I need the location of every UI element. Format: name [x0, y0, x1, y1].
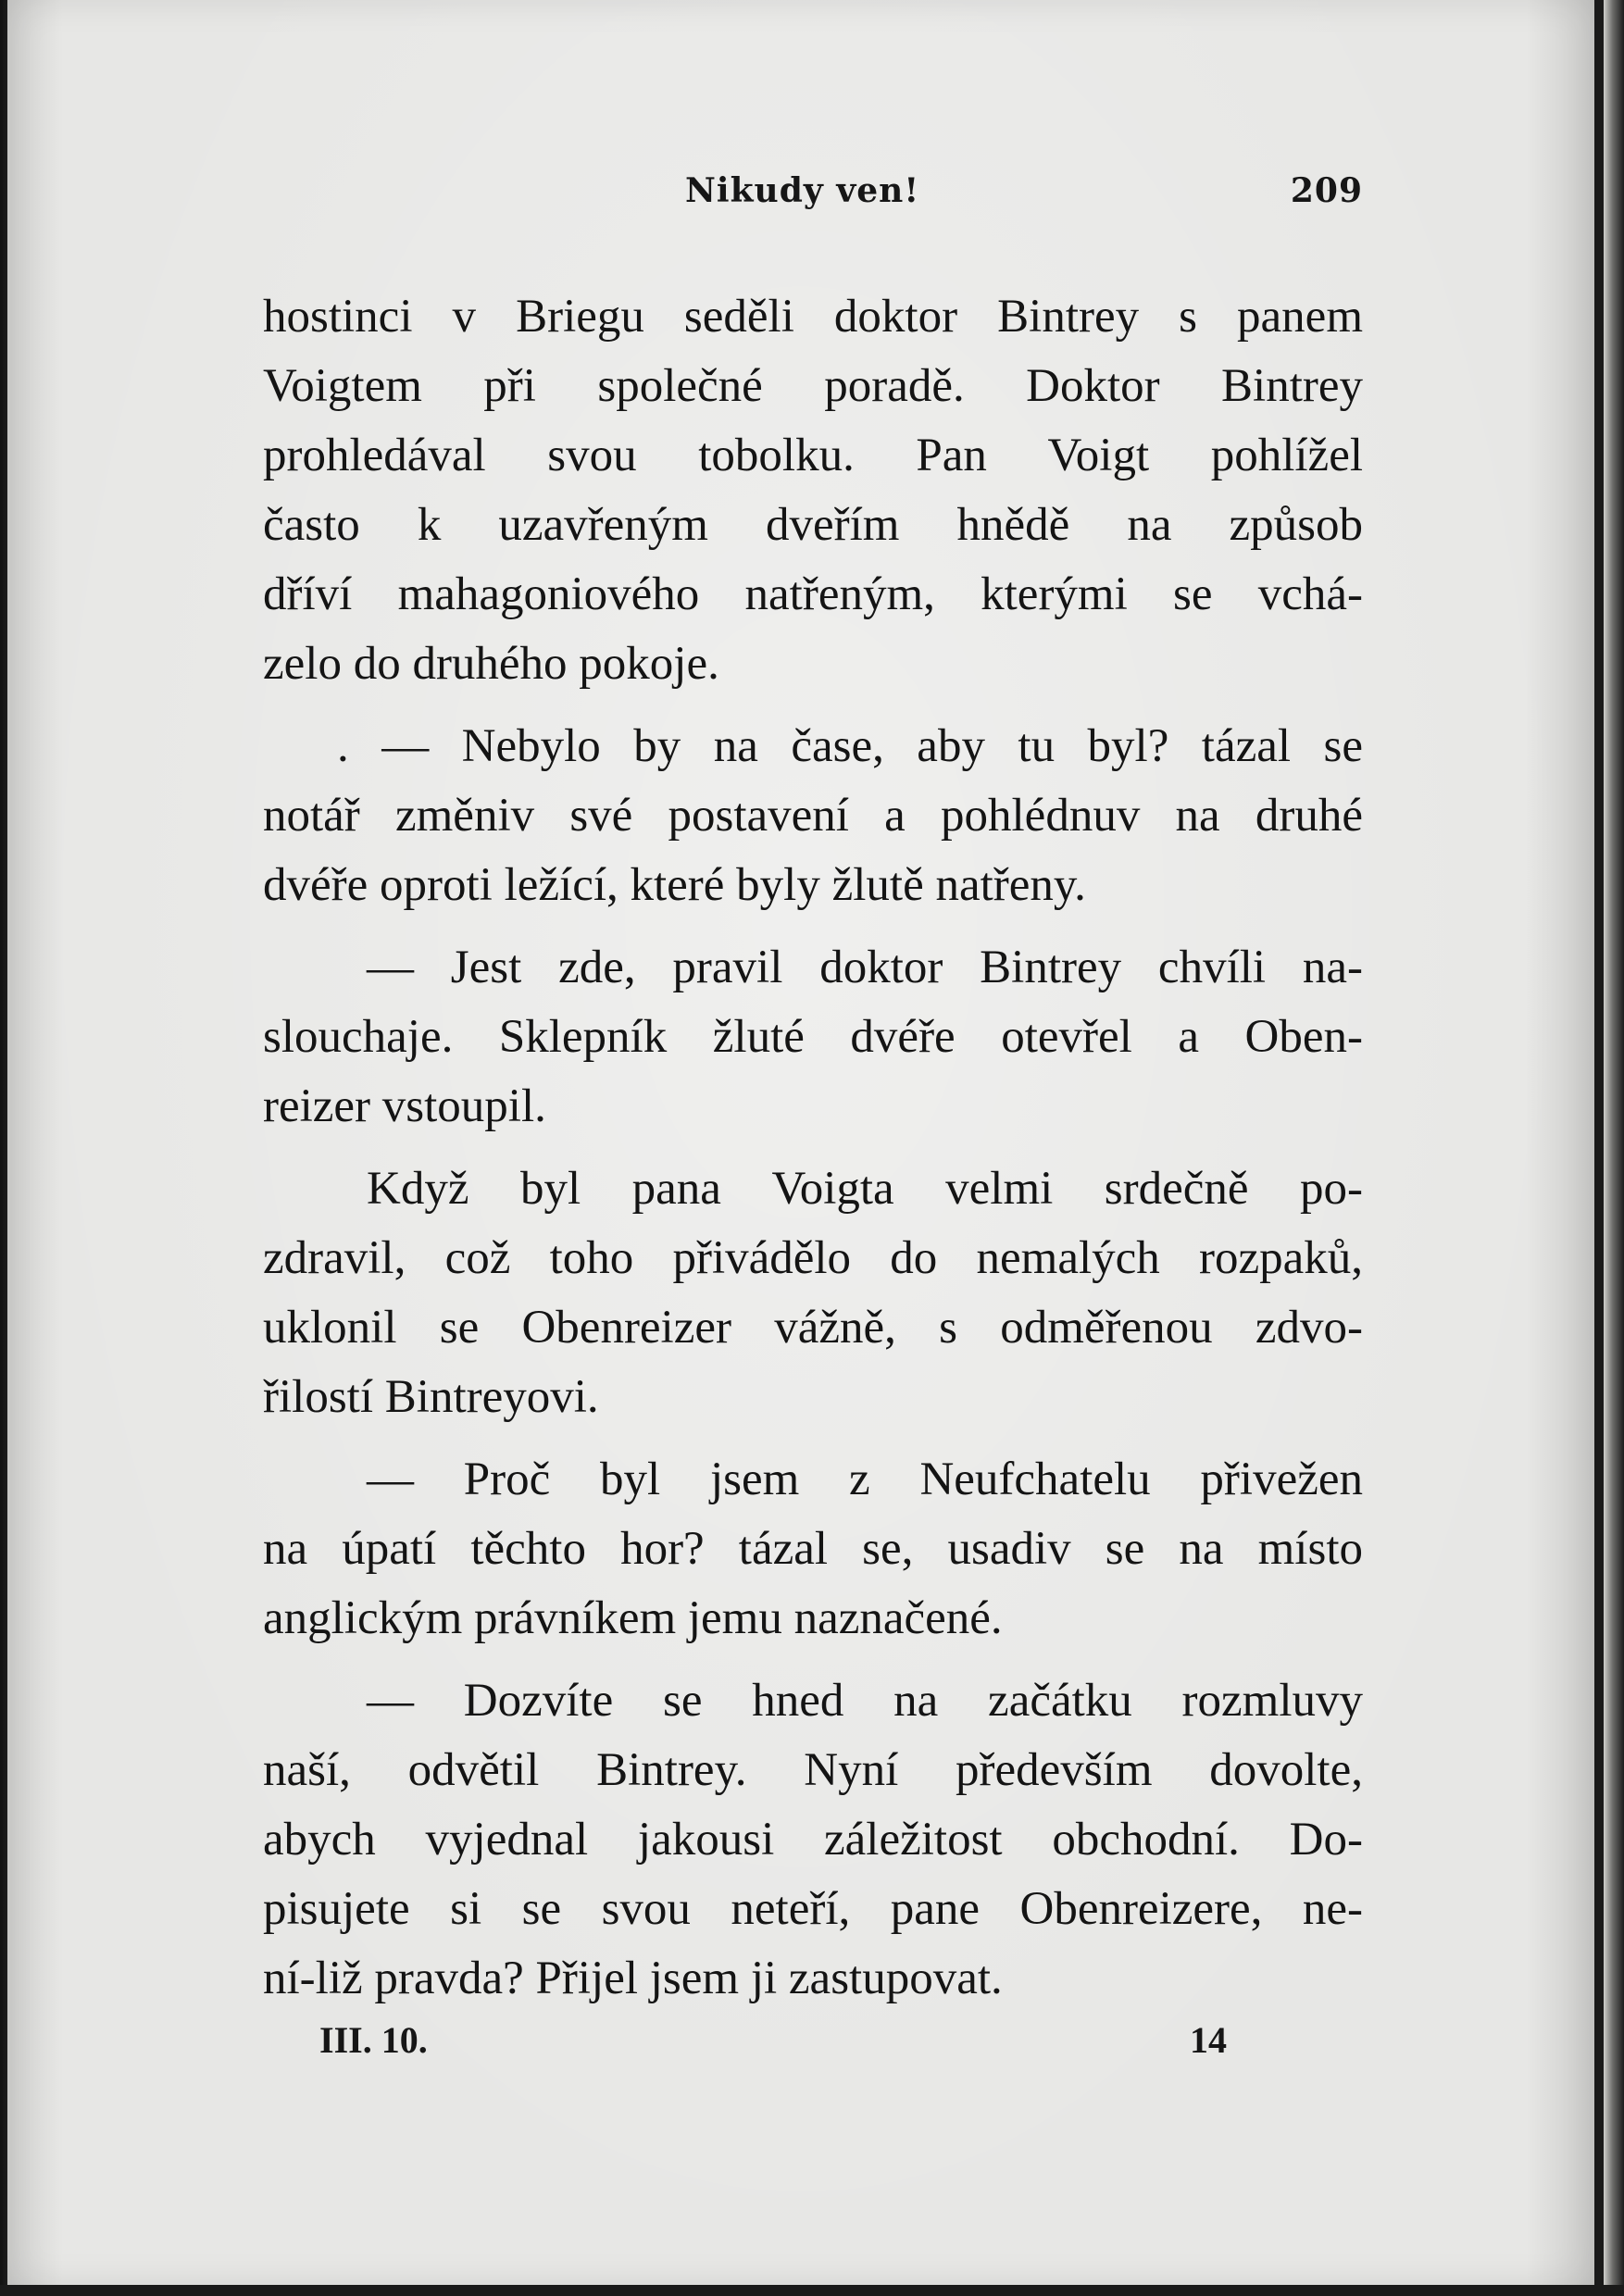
text-line: uklonil se Obenreizer vážně, s odměřenou zdvo- — [263, 1302, 1363, 1354]
text-line: zelo do druhého pokoje. — [263, 638, 719, 690]
text-line: Voigtem při společné poradě. Doktor Bintrey — [263, 360, 1363, 412]
text-line: notář změniv své postavení a pohlédnuv na druhé — [263, 790, 1363, 842]
text-line: dvéře oproti ležící, které byly žlutě natřeny. — [263, 859, 1086, 911]
sheet-number: 14 — [1190, 2019, 1227, 2061]
paragraph-3 — [263, 933, 1363, 1142]
page-bottom-edge — [0, 2285, 1624, 2296]
page-right-edge — [1604, 0, 1624, 2296]
text-line: zdravil, což toho přivádělo do nemalých rozpaků, — [263, 1232, 1363, 1284]
text-line: dříví mahagoniového natřeným, kterými se vchá- — [263, 568, 1363, 620]
paragraph-4 — [263, 1154, 1363, 1432]
text-line: naší, odvětil Bintrey. Nyní především dovolte, — [263, 1744, 1363, 1796]
text-line: řilostí Bintreyovi. — [263, 1371, 599, 1423]
paragraph-6 — [263, 1666, 1363, 2014]
page-number: 209 — [1290, 171, 1363, 210]
running-header — [685, 171, 1363, 218]
text-line: abych vyjednal jakousi záležitost obchodní. Do- — [263, 1814, 1363, 1866]
text-line: často k uzavřeným dveřím hnědě na způsob — [263, 499, 1363, 551]
running-title: Nikudy ven! — [685, 171, 920, 210]
paragraph-1 — [263, 282, 1363, 699]
paragraph-5 — [263, 1445, 1363, 1653]
text-line: — Proč byl jsem z Neufchatelu přivežen — [367, 1454, 1363, 1505]
text-line: hostinci v Briegu seděli doktor Bintrey s panem — [263, 291, 1363, 343]
body-text — [263, 282, 1363, 2014]
text-line: — Dozvíte se hned na začátku rozmluvy — [367, 1675, 1363, 1727]
text-line: reizer vstoupil. — [263, 1080, 546, 1132]
text-line: pisujete si se svou neteří, pane Obenreizere, ne- — [263, 1883, 1363, 1935]
text-line: . — Nebylo by na čase, aby tu byl? tázal se — [337, 720, 1363, 772]
signature-mark: III. 10. — [319, 2019, 428, 2061]
text-line: slouchaje. Sklepník žluté dvéře otevřel a Oben- — [263, 1011, 1363, 1063]
text-line: Když byl pana Voigta velmi srdečně po- — [367, 1163, 1363, 1215]
text-line: anglickým právníkem jemu naznačené. — [263, 1592, 1003, 1644]
text-line: — Jest zde, pravil doktor Bintrey chvíli na- — [367, 942, 1363, 993]
text-line: na úpatí těchto hor? tázal se, usadiv se na místo — [263, 1523, 1363, 1575]
paragraph-2 — [263, 712, 1363, 920]
text-line: ní-liž pravda? Přijel jsem ji zastupovat. — [263, 1953, 1003, 2004]
text-line: prohledával svou tobolku. Pan Voigt pohlížel — [263, 430, 1363, 481]
